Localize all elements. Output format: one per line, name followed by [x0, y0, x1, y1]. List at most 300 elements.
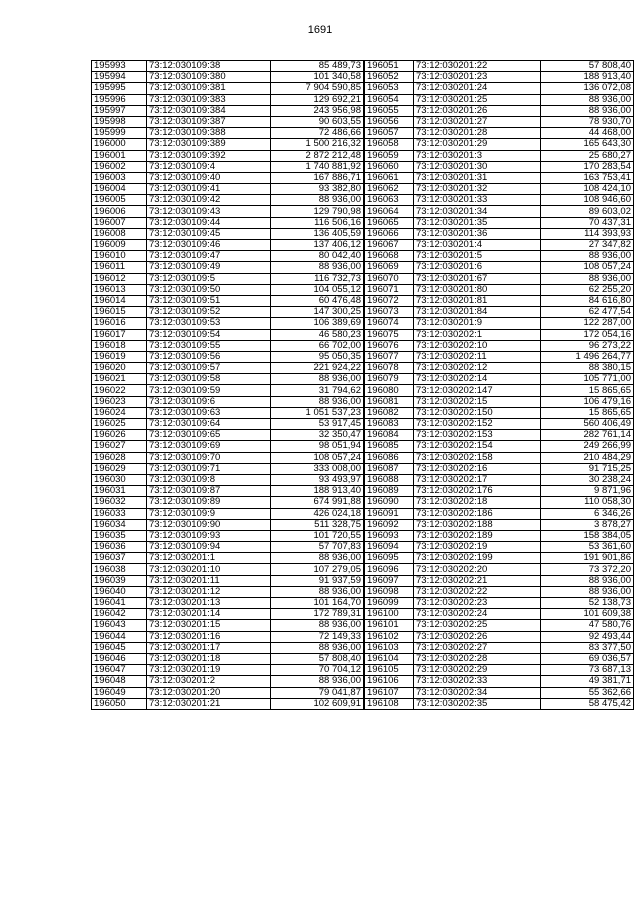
cadastral-number-cell: 73:12:030109:384 [147, 105, 271, 116]
row-number-cell: 195993 [92, 61, 147, 72]
cadastral-number-cell: 73:12:030201:25 [414, 94, 541, 105]
cadastral-number-cell: 73:12:030109:87 [147, 486, 271, 497]
row-number-cell: 196094 [365, 542, 414, 553]
value-cell: 90 603,55 [271, 116, 364, 127]
value-cell: 27 347,82 [541, 240, 634, 251]
row-number-cell: 196067 [365, 240, 414, 251]
row-number-cell: 196024 [92, 407, 147, 418]
row-number-cell: 196058 [365, 139, 414, 150]
cadastral-number-cell: 73:12:030201:27 [414, 116, 541, 127]
table-row [365, 519, 634, 530]
value-cell: 80 042,40 [271, 251, 364, 262]
value-cell: 108 946,60 [541, 195, 634, 206]
cadastral-number-cell: 73:12:030109:70 [147, 452, 271, 463]
row-number-cell: 196027 [92, 441, 147, 452]
cadastral-number-cell: 73:12:030109:51 [147, 295, 271, 306]
value-cell: 88 936,00 [271, 620, 364, 631]
cadastral-number-cell: 73:12:030201:11 [147, 575, 271, 586]
cadastral-number-cell: 73:12:030201:15 [147, 620, 271, 631]
row-number-cell: 196052 [365, 72, 414, 83]
cadastral-number-cell: 73:12:030201:36 [414, 228, 541, 239]
row-number-cell: 196071 [365, 284, 414, 295]
table-row [365, 329, 634, 340]
row-number-cell: 196021 [92, 374, 147, 385]
cadastral-number-cell: 73:12:030109:387 [147, 116, 271, 127]
value-cell: 73 372,20 [541, 564, 634, 575]
table-row [92, 586, 364, 597]
table-row [92, 94, 364, 105]
row-number-cell: 196004 [92, 184, 147, 195]
cadastral-number-cell: 73:12:030202:147 [414, 385, 541, 396]
row-number-cell: 196026 [92, 430, 147, 441]
row-number-cell: 196048 [92, 676, 147, 687]
value-cell: 116 506,16 [271, 217, 364, 228]
value-cell: 122 287,00 [541, 318, 634, 329]
table-row [365, 385, 634, 396]
value-cell: 88 936,00 [271, 396, 364, 407]
value-cell: 15 865,65 [541, 385, 634, 396]
value-cell: 88 936,00 [541, 575, 634, 586]
value-cell: 101 609,38 [541, 609, 634, 620]
value-cell: 70 437,31 [541, 217, 634, 228]
row-number-cell: 196062 [365, 184, 414, 195]
table-row [92, 83, 364, 94]
table-row [365, 150, 634, 161]
table-row [92, 228, 364, 239]
value-cell: 101 340,58 [271, 72, 364, 83]
row-number-cell: 196083 [365, 419, 414, 430]
cadastral-number-cell: 73:12:030201:32 [414, 184, 541, 195]
cadastral-number-cell: 73:12:030202:11 [414, 351, 541, 362]
value-cell: 84 616,80 [541, 295, 634, 306]
row-number-cell: 196025 [92, 419, 147, 430]
value-cell: 25 680,27 [541, 150, 634, 161]
table-row [92, 374, 364, 385]
table-row [92, 340, 364, 351]
table-row [92, 318, 364, 329]
row-number-cell: 196054 [365, 94, 414, 105]
cadastral-number-cell: 73:12:030109:59 [147, 385, 271, 396]
row-number-cell: 196042 [92, 609, 147, 620]
row-number-cell: 196098 [365, 586, 414, 597]
row-number-cell: 196006 [92, 206, 147, 217]
row-number-cell: 196092 [365, 519, 414, 530]
cadastral-number-cell: 73:12:030201:10 [147, 564, 271, 575]
cadastral-number-cell: 73:12:030202:150 [414, 407, 541, 418]
value-cell: 57 707,83 [271, 542, 364, 553]
cadastral-number-cell: 73:12:030109:58 [147, 374, 271, 385]
cadastral-number-cell: 73:12:030109:52 [147, 307, 271, 318]
table-row [365, 575, 634, 586]
cadastral-number-cell: 73:12:030201:24 [414, 83, 541, 94]
value-cell: 57 808,40 [271, 653, 364, 664]
value-cell: 88 936,00 [271, 586, 364, 597]
row-number-cell: 196038 [92, 564, 147, 575]
cadastral-number-cell: 73:12:030201:34 [414, 206, 541, 217]
table-row [365, 94, 634, 105]
cadastral-number-cell: 73:12:030201:33 [414, 195, 541, 206]
cadastral-table-left [91, 60, 364, 710]
row-number-cell: 196060 [365, 161, 414, 172]
row-number-cell: 196079 [365, 374, 414, 385]
value-cell: 243 956,98 [271, 105, 364, 116]
cadastral-number-cell: 73:12:030201:14 [147, 609, 271, 620]
row-number-cell: 196032 [92, 497, 147, 508]
table-row [365, 542, 634, 553]
row-number-cell: 196089 [365, 486, 414, 497]
value-cell: 88 380,15 [541, 363, 634, 374]
table-row [365, 508, 634, 519]
cadastral-number-cell: 73:12:030202:15 [414, 396, 541, 407]
value-cell: 426 024,18 [271, 508, 364, 519]
table-row [92, 698, 364, 709]
cadastral-number-cell: 73:12:030202:23 [414, 598, 541, 609]
cadastral-number-cell: 73:12:030202:10 [414, 340, 541, 351]
row-number-cell: 196043 [92, 620, 147, 631]
table-row [365, 452, 634, 463]
value-cell: 32 350,47 [271, 430, 364, 441]
value-cell: 88 936,00 [541, 273, 634, 284]
table-row [365, 72, 634, 83]
cadastral-number-cell: 73:12:030201:5 [414, 251, 541, 262]
value-cell: 89 603,02 [541, 206, 634, 217]
cadastral-number-cell: 73:12:030202:186 [414, 508, 541, 519]
row-number-cell: 196069 [365, 262, 414, 273]
value-cell: 249 266,99 [541, 441, 634, 452]
table-row [92, 609, 364, 620]
table-row [92, 575, 364, 586]
cadastral-number-cell: 73:12:030109:41 [147, 184, 271, 195]
table-row [92, 474, 364, 485]
table-row [365, 441, 634, 452]
row-number-cell: 196073 [365, 307, 414, 318]
table-row [365, 642, 634, 653]
value-cell: 73 687,13 [541, 665, 634, 676]
cadastral-number-cell: 73:12:030202:16 [414, 463, 541, 474]
row-number-cell: 195999 [92, 128, 147, 139]
cadastral-number-cell: 73:12:030201:12 [147, 586, 271, 597]
row-number-cell: 196012 [92, 273, 147, 284]
value-cell: 69 036,57 [541, 653, 634, 664]
cadastral-number-cell: 73:12:030202:152 [414, 419, 541, 430]
row-number-cell: 196093 [365, 530, 414, 541]
row-number-cell: 196033 [92, 508, 147, 519]
table-row [365, 609, 634, 620]
table-row [365, 240, 634, 251]
value-cell: 116 732,73 [271, 273, 364, 284]
row-number-cell: 196084 [365, 430, 414, 441]
value-cell: 98 051,94 [271, 441, 364, 452]
cadastral-number-cell: 73:12:030201:80 [414, 284, 541, 295]
table-row [365, 474, 634, 485]
cadastral-number-cell: 73:12:030202:199 [414, 553, 541, 564]
table-row [365, 598, 634, 609]
table-row [92, 240, 364, 251]
cadastral-number-cell: 73:12:030109:5 [147, 273, 271, 284]
row-number-cell: 196014 [92, 295, 147, 306]
value-cell: 88 936,00 [271, 553, 364, 564]
value-cell: 95 050,35 [271, 351, 364, 362]
table-row [92, 273, 364, 284]
cadastral-number-cell: 73:12:030201:4 [414, 240, 541, 251]
table-row [365, 295, 634, 306]
table-row [92, 307, 364, 318]
table-row [92, 419, 364, 430]
value-cell: 136 405,59 [271, 228, 364, 239]
table-row [365, 497, 634, 508]
value-cell: 60 476,48 [271, 295, 364, 306]
table-row [365, 318, 634, 329]
table-row [92, 530, 364, 541]
table-row [92, 497, 364, 508]
row-number-cell: 196053 [365, 83, 414, 94]
cadastral-number-cell: 73:12:030201:6 [414, 262, 541, 273]
table-row [365, 407, 634, 418]
value-cell: 333 008,00 [271, 463, 364, 474]
value-cell: 47 580,76 [541, 620, 634, 631]
cadastral-number-cell: 73:12:030109:40 [147, 172, 271, 183]
cadastral-number-cell: 73:12:030201:20 [147, 687, 271, 698]
value-cell: 2 872 212,48 [271, 150, 364, 161]
row-number-cell: 196107 [365, 687, 414, 698]
cadastral-number-cell: 73:12:030201:29 [414, 139, 541, 150]
row-number-cell: 196081 [365, 396, 414, 407]
table-row [92, 217, 364, 228]
table-row [365, 463, 634, 474]
row-number-cell: 196095 [365, 553, 414, 564]
table-row [92, 463, 364, 474]
value-cell: 674 991,88 [271, 497, 364, 508]
value-cell: 114 393,93 [541, 228, 634, 239]
cadastral-number-cell: 73:12:030109:381 [147, 83, 271, 94]
value-cell: 88 936,00 [271, 642, 364, 653]
value-cell: 93 382,80 [271, 184, 364, 195]
value-cell: 107 279,05 [271, 564, 364, 575]
table-row [92, 195, 364, 206]
row-number-cell: 196015 [92, 307, 147, 318]
cadastral-number-cell: 73:12:030202:19 [414, 542, 541, 553]
row-number-cell: 196063 [365, 195, 414, 206]
row-number-cell: 196046 [92, 653, 147, 664]
table-row [92, 251, 364, 262]
row-number-cell: 196068 [365, 251, 414, 262]
value-cell: 88 936,00 [271, 676, 364, 687]
table-row [365, 83, 634, 94]
table-row [365, 139, 634, 150]
cadastral-number-cell: 73:12:030201:67 [414, 273, 541, 284]
table-row [92, 676, 364, 687]
cadastral-number-cell: 73:12:030109:89 [147, 497, 271, 508]
table-row [92, 184, 364, 195]
table-row [365, 217, 634, 228]
cadastral-number-cell: 73:12:030202:14 [414, 374, 541, 385]
row-number-cell: 196029 [92, 463, 147, 474]
row-number-cell: 196050 [92, 698, 147, 709]
value-cell: 3 878,27 [541, 519, 634, 530]
row-number-cell: 196078 [365, 363, 414, 374]
cadastral-number-cell: 73:12:030109:389 [147, 139, 271, 150]
cadastral-number-cell: 73:12:030202:176 [414, 486, 541, 497]
cadastral-number-cell: 73:12:030201:13 [147, 598, 271, 609]
row-number-cell: 196018 [92, 340, 147, 351]
row-number-cell: 196047 [92, 665, 147, 676]
value-cell: 137 406,12 [271, 240, 364, 251]
cadastral-number-cell: 73:12:030202:158 [414, 452, 541, 463]
value-cell: 7 904 590,85 [271, 83, 364, 94]
row-number-cell: 196065 [365, 217, 414, 228]
table-row [365, 665, 634, 676]
row-number-cell: 196064 [365, 206, 414, 217]
row-number-cell: 196030 [92, 474, 147, 485]
value-cell: 88 936,00 [271, 195, 364, 206]
value-cell: 167 886,71 [271, 172, 364, 183]
row-number-cell: 195996 [92, 94, 147, 105]
table-row [92, 553, 364, 564]
cadastral-number-cell: 73:12:030202:18 [414, 497, 541, 508]
row-number-cell: 196008 [92, 228, 147, 239]
row-number-cell: 196005 [92, 195, 147, 206]
table-row [365, 653, 634, 664]
value-cell: 221 924,22 [271, 363, 364, 374]
table-row [92, 620, 364, 631]
value-cell: 136 072,08 [541, 83, 634, 94]
table-row [365, 172, 634, 183]
row-number-cell: 196057 [365, 128, 414, 139]
value-cell: 44 468,00 [541, 128, 634, 139]
cadastral-number-cell: 73:12:030202:20 [414, 564, 541, 575]
cadastral-number-cell: 73:12:030109:392 [147, 150, 271, 161]
row-number-cell: 196000 [92, 139, 147, 150]
cadastral-number-cell: 73:12:030109:94 [147, 542, 271, 553]
value-cell: 1 496 264,77 [541, 351, 634, 362]
row-number-cell: 196072 [365, 295, 414, 306]
table-row [92, 172, 364, 183]
cadastral-number-cell: 73:12:030109:388 [147, 128, 271, 139]
value-cell: 46 580,23 [271, 329, 364, 340]
row-number-cell: 196075 [365, 329, 414, 340]
table-row [92, 452, 364, 463]
table-row [92, 486, 364, 497]
value-cell: 170 283,54 [541, 161, 634, 172]
row-number-cell: 196066 [365, 228, 414, 239]
value-cell: 88 936,00 [541, 105, 634, 116]
table-row [365, 396, 634, 407]
cadastral-number-cell: 73:12:030201:35 [414, 217, 541, 228]
value-cell: 108 057,24 [271, 452, 364, 463]
row-number-cell: 196035 [92, 530, 147, 541]
cadastral-number-cell: 73:12:030201:3 [414, 150, 541, 161]
cadastral-number-cell: 73:12:030201:81 [414, 295, 541, 306]
table-row [92, 284, 364, 295]
table-row [92, 508, 364, 519]
table-row [365, 340, 634, 351]
row-number-cell: 196034 [92, 519, 147, 530]
cadastral-number-cell: 73:12:030109:50 [147, 284, 271, 295]
cadastral-number-cell: 73:12:030109:49 [147, 262, 271, 273]
table-row [365, 530, 634, 541]
table-row [365, 620, 634, 631]
row-number-cell: 196091 [365, 508, 414, 519]
cadastral-number-cell: 73:12:030109:44 [147, 217, 271, 228]
value-cell: 57 808,40 [541, 61, 634, 72]
table-row [365, 228, 634, 239]
cadastral-number-cell: 73:12:030109:46 [147, 240, 271, 251]
row-number-cell: 196104 [365, 653, 414, 664]
row-number-cell: 196049 [92, 687, 147, 698]
table-row [365, 631, 634, 642]
cadastral-number-cell: 73:12:030201:16 [147, 631, 271, 642]
row-number-cell: 196051 [365, 61, 414, 72]
row-number-cell: 196022 [92, 385, 147, 396]
value-cell: 147 300,25 [271, 307, 364, 318]
value-cell: 210 484,29 [541, 452, 634, 463]
cadastral-number-cell: 73:12:030109:380 [147, 72, 271, 83]
row-number-cell: 196007 [92, 217, 147, 228]
value-cell: 55 362,66 [541, 687, 634, 698]
cadastral-number-cell: 73:12:030202:33 [414, 676, 541, 687]
cadastral-number-cell: 73:12:030202:1 [414, 329, 541, 340]
row-number-cell: 196036 [92, 542, 147, 553]
value-cell: 15 865,65 [541, 407, 634, 418]
value-cell: 52 138,73 [541, 598, 634, 609]
value-cell: 188 913,40 [541, 72, 634, 83]
table-row [92, 161, 364, 172]
value-cell: 72 486,66 [271, 128, 364, 139]
table-row [365, 363, 634, 374]
cadastral-number-cell: 73:12:030109:4 [147, 161, 271, 172]
table-row [92, 262, 364, 273]
value-cell: 79 041,87 [271, 687, 364, 698]
cadastral-number-cell: 73:12:030202:154 [414, 441, 541, 452]
cadastral-number-cell: 73:12:030109:69 [147, 441, 271, 452]
table-row [365, 116, 634, 127]
value-cell: 91 937,59 [271, 575, 364, 586]
row-number-cell: 196039 [92, 575, 147, 586]
table-row [365, 284, 634, 295]
table-row [365, 262, 634, 273]
cadastral-number-cell: 73:12:030202:24 [414, 609, 541, 620]
value-cell: 58 475,42 [541, 698, 634, 709]
table-row [92, 564, 364, 575]
cadastral-number-cell: 73:12:030201:31 [414, 172, 541, 183]
row-number-cell: 196016 [92, 318, 147, 329]
cadastral-number-cell: 73:12:030109:56 [147, 351, 271, 362]
row-number-cell: 196074 [365, 318, 414, 329]
cadastral-number-cell: 73:12:030202:12 [414, 363, 541, 374]
value-cell: 6 346,26 [541, 508, 634, 519]
value-cell: 1 500 216,32 [271, 139, 364, 150]
value-cell: 62 477,54 [541, 307, 634, 318]
cadastral-number-cell: 73:12:030201:30 [414, 161, 541, 172]
table-row [92, 687, 364, 698]
table-row [365, 553, 634, 564]
table-row [92, 351, 364, 362]
table-row [365, 374, 634, 385]
row-number-cell: 196040 [92, 586, 147, 597]
table-row [365, 586, 634, 597]
table-row [365, 206, 634, 217]
value-cell: 88 936,00 [541, 94, 634, 105]
value-cell: 78 930,70 [541, 116, 634, 127]
cadastral-number-cell: 73:12:030202:26 [414, 631, 541, 642]
value-cell: 158 384,05 [541, 530, 634, 541]
row-number-cell: 196097 [365, 575, 414, 586]
row-number-cell: 196100 [365, 609, 414, 620]
value-cell: 30 238,24 [541, 474, 634, 485]
row-number-cell: 195995 [92, 83, 147, 94]
table-row [365, 676, 634, 687]
value-cell: 88 936,00 [271, 374, 364, 385]
